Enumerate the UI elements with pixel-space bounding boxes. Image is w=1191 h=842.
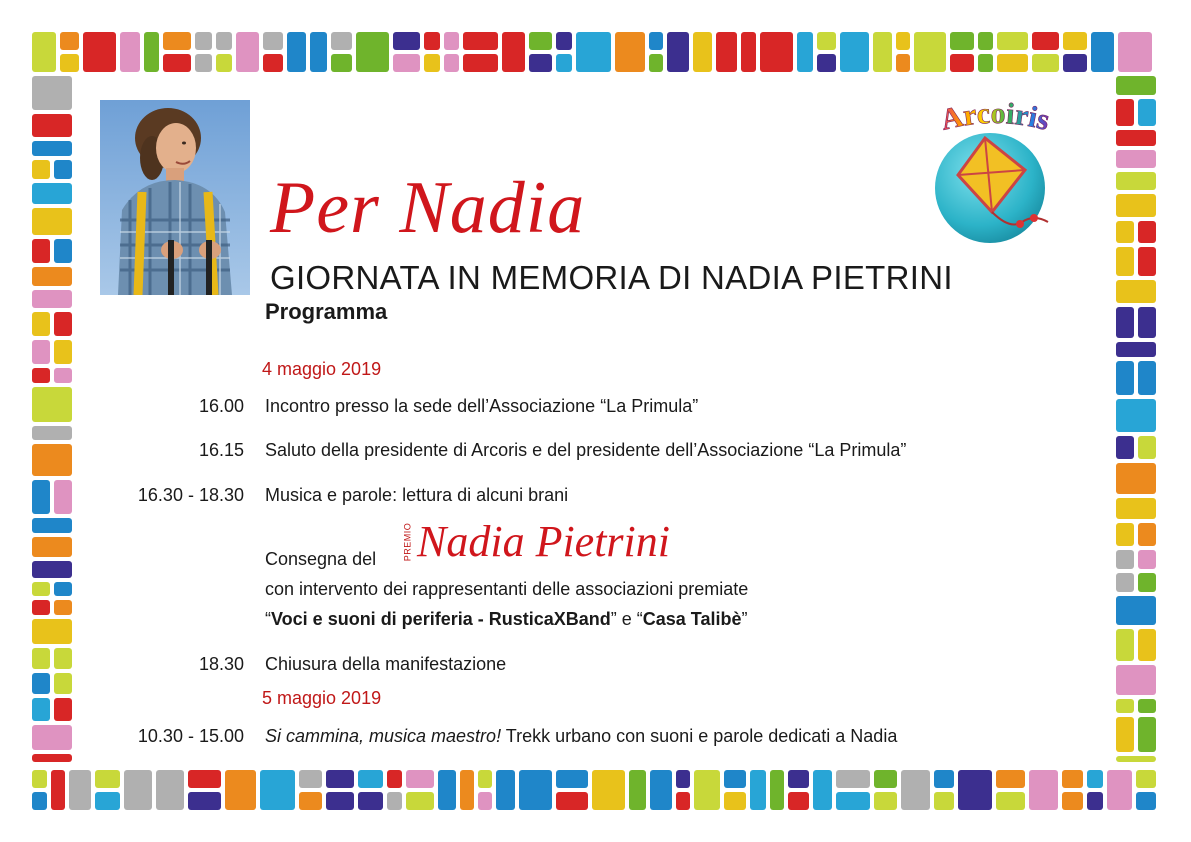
mosaic-tile (978, 32, 993, 50)
mosaic-tile (216, 32, 232, 50)
mosaic-tile (32, 183, 72, 204)
mosaic-tile (1116, 247, 1134, 276)
mosaic-tile (32, 160, 50, 179)
mosaic-tile (950, 32, 974, 50)
mosaic-tile (54, 648, 72, 669)
mosaic-tile (716, 32, 737, 72)
mosaic-tile (32, 76, 72, 110)
mosaic-tile (54, 600, 72, 615)
mosaic-tile (120, 32, 140, 72)
mosaic-tile (1138, 436, 1156, 459)
mosaic-tile (326, 770, 354, 788)
mosaic-tile (393, 32, 420, 50)
mosaic-tile (788, 792, 809, 810)
mosaic-tile (225, 770, 256, 810)
mosaic-tile (817, 54, 836, 72)
event-time: 16.00 (198, 396, 244, 416)
mosaic-tile (387, 770, 402, 788)
mosaic-tile (650, 770, 672, 810)
mosaic-tile (51, 770, 65, 810)
mosaic-tile (406, 770, 434, 788)
mosaic-tile (60, 32, 79, 50)
mosaic-tile (331, 32, 352, 50)
mosaic-tile (1116, 717, 1134, 752)
mosaic-tile (1138, 247, 1156, 276)
mosaic-tile (914, 32, 946, 72)
mosaic-tile (556, 32, 572, 50)
mosaic-tile (813, 770, 832, 810)
program-heading: Programma (265, 299, 388, 324)
mosaic-tile (592, 770, 625, 810)
mosaic-tile (997, 54, 1028, 72)
mosaic-tile (188, 770, 221, 788)
mosaic-tile (32, 368, 50, 383)
mosaic-tile (32, 582, 50, 596)
mosaic-tile (54, 582, 72, 596)
day1-date: 4 maggio 2019 (262, 359, 382, 379)
mosaic-tile (1116, 130, 1156, 146)
mosaic-tile (32, 290, 72, 308)
page-title: Per Nadia (270, 167, 586, 249)
mosaic-tile (1116, 280, 1156, 303)
mosaic-tile (406, 792, 434, 810)
mosaic-tile (1138, 699, 1156, 713)
mosaic-tile (556, 792, 588, 810)
mosaic-tile (32, 673, 50, 694)
mosaic-tile (1116, 399, 1156, 432)
mosaic-tile (54, 698, 72, 721)
mosaic-tile (310, 32, 327, 72)
mosaic-tile (438, 770, 456, 810)
award-name: Nadia Pietrini (417, 517, 670, 566)
mosaic-tile (502, 32, 525, 72)
mosaic-tile (32, 340, 50, 364)
mosaic-tile (32, 537, 72, 557)
mosaic-tile (615, 32, 645, 72)
mosaic-tile (1063, 54, 1087, 72)
mosaic-tile (1116, 221, 1134, 243)
mosaic-tile (163, 54, 191, 72)
mosaic-tile (32, 561, 72, 578)
mosaic-tile (873, 32, 892, 72)
association-name: Casa Talibè (642, 609, 742, 629)
mosaic-tile (950, 54, 974, 72)
mosaic-tile (1116, 436, 1134, 459)
mosaic-tile (1116, 596, 1156, 625)
mosaic-tile (496, 770, 515, 810)
mosaic-tile (1062, 792, 1083, 810)
premio-label: PREMIO (402, 522, 413, 562)
mosaic-tile (195, 54, 212, 72)
mosaic-tile (1136, 792, 1156, 810)
mosaic-tile (358, 770, 383, 788)
mosaic-tile (326, 792, 354, 810)
mosaic-tile (770, 770, 784, 810)
mosaic-tile (760, 32, 793, 72)
mosaic-tile (424, 32, 440, 50)
mosaic-tile (1138, 717, 1156, 752)
mosaic-tile (32, 239, 50, 263)
kite-icon (930, 130, 1080, 245)
mosaic-tile (1116, 194, 1156, 217)
mosaic-tile (1087, 792, 1103, 810)
mosaic-tile (263, 32, 283, 50)
mosaic-tile (874, 792, 897, 810)
mosaic-tile (1116, 629, 1134, 661)
mosaic-tile (840, 32, 869, 72)
mosaic-tile (299, 792, 322, 810)
mosaic-tile (32, 267, 72, 286)
mosaic-tile (836, 770, 870, 788)
mosaic-tile (1116, 342, 1156, 357)
mosaic-tile (1118, 32, 1152, 72)
mosaic-tile (1062, 770, 1083, 788)
mosaic-tile (667, 32, 689, 72)
mosaic-tile (54, 239, 72, 263)
mosaic-tile (788, 770, 809, 788)
award-line-1: con intervento dei rappresentanti delle associazioni premiate (265, 579, 749, 599)
mosaic-tile (1116, 665, 1156, 695)
mosaic-tile (556, 54, 572, 72)
mosaic-tile (649, 32, 663, 50)
mosaic-tile (1116, 172, 1156, 190)
mosaic-tile (60, 54, 79, 72)
mosaic-tile (693, 32, 712, 72)
mosaic-tile (1032, 32, 1059, 50)
mosaic-tile (996, 770, 1025, 788)
mosaic-tile (958, 770, 992, 810)
mosaic-tile (1032, 54, 1059, 72)
mosaic-tile (694, 770, 720, 810)
mosaic-tile (997, 32, 1028, 50)
mosaic-tile (54, 673, 72, 694)
mosaic-tile (556, 770, 588, 788)
mosaic-tile (32, 444, 72, 476)
mosaic-tile (393, 54, 420, 72)
mosaic-tile (836, 792, 870, 810)
mosaic-tile (358, 792, 383, 810)
mosaic-tile (1116, 150, 1156, 168)
mosaic-tile (1138, 550, 1156, 569)
mosaic-tile (287, 32, 306, 72)
event-desc: Si cammina, musica maestro! Trekk urbano con suoni e parole dedicati a Nadia (265, 726, 898, 746)
mosaic-tile (996, 792, 1025, 810)
award-block (265, 517, 785, 572)
mosaic-tile (1107, 770, 1132, 810)
mosaic-tile (1138, 99, 1156, 126)
mosaic-tile (1116, 523, 1134, 546)
mosaic-tile (387, 792, 402, 810)
mosaic-tile (260, 770, 295, 810)
mosaic-tile (32, 792, 47, 810)
portrait-photo (100, 100, 250, 295)
mosaic-tile (444, 54, 459, 72)
mosaic-tile (32, 648, 50, 669)
mosaic-tile (444, 32, 459, 50)
mosaic-tile (978, 54, 993, 72)
mosaic-tile (54, 340, 72, 364)
event-time: 10.30 - 15.00 (137, 726, 244, 746)
event-desc: Saluto della presidente di Arcoris e del presidente dell’Associazione “La Primula” (265, 440, 907, 460)
event-desc: Musica e parole: lettura di alcuni brani (265, 485, 569, 505)
mosaic-tile (54, 480, 72, 514)
mosaic-tile (1138, 361, 1156, 395)
mosaic-tile (519, 770, 552, 810)
mosaic-tile (1138, 221, 1156, 243)
mosaic-tile (1116, 463, 1156, 494)
mosaic-tile (750, 770, 766, 810)
mosaic-tile (1116, 573, 1134, 592)
event-time: 16.30 - 18.30 (137, 485, 244, 505)
mosaic-tile (1136, 770, 1156, 788)
event-desc: Incontro presso la sede dell’Associazione “La Primula” (265, 396, 699, 416)
mosaic-tile (356, 32, 389, 72)
mosaic-tile (32, 114, 72, 137)
mosaic-tile (195, 32, 212, 50)
mosaic-tile (1138, 629, 1156, 661)
mosaic-tile (649, 54, 663, 72)
mosaic-tile (32, 518, 72, 533)
award-line-2: “Voci e suoni di periferia - RusticaXBand” e “Casa Talibè” (265, 609, 748, 629)
mosaic-tile (1063, 32, 1087, 50)
mosaic-tile (156, 770, 184, 810)
mosaic-tile (1138, 573, 1156, 592)
event-time: 18.30 (198, 654, 244, 674)
schedule-row (100, 393, 1100, 419)
award-prefix: Consegna del (265, 549, 377, 569)
mosaic-tile (236, 32, 259, 72)
mosaic-tile (32, 426, 72, 440)
schedule-row (100, 437, 1100, 463)
mosaic-tile (463, 32, 498, 50)
mosaic-tile (1087, 770, 1103, 788)
mosaic-tile (216, 54, 232, 72)
mosaic-tile (54, 312, 72, 336)
mosaic-tile (576, 32, 611, 72)
mosaic-tile (424, 54, 440, 72)
mosaic-tile (95, 792, 120, 810)
mosaic-tile (32, 770, 47, 788)
mosaic-tile (32, 312, 50, 336)
arcoiris-logo (900, 98, 1090, 248)
mosaic-tile (724, 770, 746, 788)
mosaic-tile (901, 770, 930, 810)
mosaic-tile (1138, 307, 1156, 338)
mosaic-tile (54, 368, 72, 383)
mosaic-tile (896, 32, 910, 50)
mosaic-tile (817, 32, 836, 50)
mosaic-tile (124, 770, 152, 810)
schedule-row (100, 482, 1100, 508)
schedule-row (100, 723, 1100, 749)
mosaic-tile (1116, 361, 1134, 395)
mosaic-tile (463, 54, 498, 72)
mosaic-tile (896, 54, 910, 72)
association-name: Voci e suoni di periferia - RusticaXBand (271, 609, 611, 629)
svg-text:Arcoiris: Arcoiris (937, 98, 1053, 138)
mosaic-tile (1116, 756, 1156, 762)
mosaic-tile (1116, 550, 1134, 569)
mosaic-tile (188, 792, 221, 810)
event-desc: Chiusura della manifestazione (265, 654, 507, 674)
mosaic-tile (32, 600, 50, 615)
schedule-row (100, 651, 1100, 677)
mosaic-tile (529, 54, 552, 72)
mosaic-tile (1116, 76, 1156, 95)
mosaic-tile (676, 792, 690, 810)
mosaic-tile (69, 770, 91, 810)
mosaic-tile (299, 770, 322, 788)
mosaic-tile (32, 698, 50, 721)
mosaic-tile (934, 792, 954, 810)
mosaic-tile (263, 54, 283, 72)
mosaic-tile (1116, 498, 1156, 519)
mosaic-tile (144, 32, 159, 72)
mosaic-tile (478, 770, 492, 788)
mosaic-tile (1138, 523, 1156, 546)
mosaic-tile (724, 792, 746, 810)
mosaic-tile (32, 480, 50, 514)
mosaic-tile (460, 770, 474, 810)
mosaic-tile (529, 32, 552, 50)
mosaic-tile (676, 770, 690, 788)
event-time: 16.15 (198, 440, 244, 460)
mosaic-tile (629, 770, 646, 810)
mosaic-tile (1116, 99, 1134, 126)
mosaic-tile (32, 725, 72, 750)
mosaic-tile (32, 387, 72, 422)
mosaic-tile (32, 208, 72, 235)
mosaic-tile (797, 32, 813, 72)
page-subtitle: GIORNATA IN MEMORIA DI NADIA PIETRINI (270, 259, 953, 296)
mosaic-tile (32, 32, 56, 72)
mosaic-tile (1029, 770, 1058, 810)
mosaic-tile (1091, 32, 1114, 72)
mosaic-tile (32, 619, 72, 644)
mosaic-tile (478, 792, 492, 810)
mosaic-tile (32, 141, 72, 156)
day2-date: 5 maggio 2019 (262, 688, 382, 708)
mosaic-tile (934, 770, 954, 788)
mosaic-tile (163, 32, 191, 50)
mosaic-tile (83, 32, 116, 72)
mosaic-tile (1116, 699, 1134, 713)
mosaic-tile (95, 770, 120, 788)
mosaic-tile (331, 54, 352, 72)
mosaic-tile (874, 770, 897, 788)
mosaic-tile (54, 160, 72, 179)
mosaic-tile (32, 754, 72, 762)
mosaic-tile (1116, 307, 1134, 338)
mosaic-tile (741, 32, 756, 72)
